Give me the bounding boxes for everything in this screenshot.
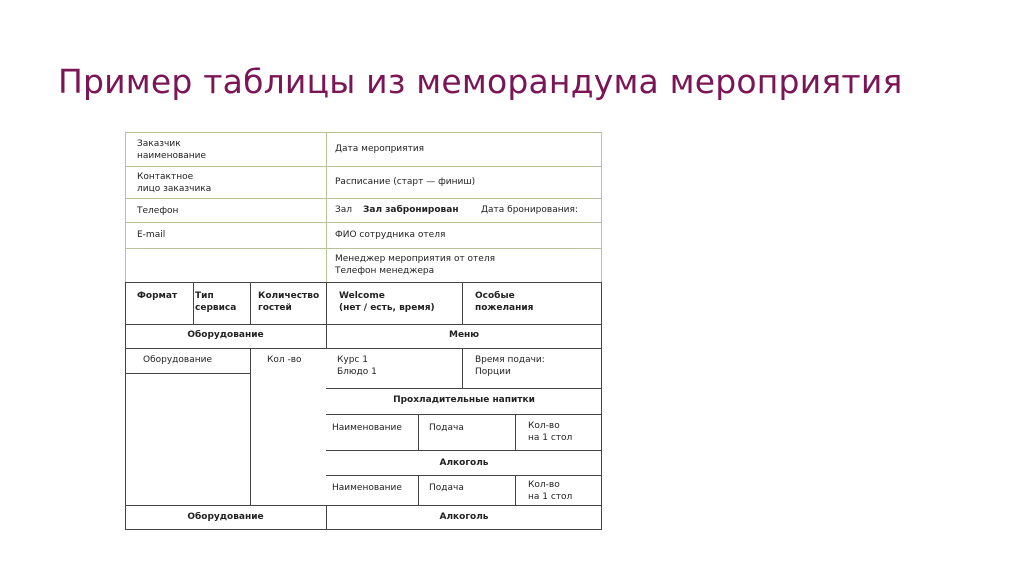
- row-divider: [125, 348, 602, 349]
- event-date-label: Дата мероприятия: [335, 144, 425, 154]
- slide-title: Пример таблицы из меморандума мероприятия: [58, 62, 903, 101]
- soft-drinks-title: Прохладительные напитки: [393, 395, 535, 405]
- column-divider: [462, 282, 463, 324]
- alcohol-serving-label: Подача: [429, 483, 464, 493]
- column-divider: [326, 132, 327, 282]
- equipment-title: Оборудование: [187, 330, 264, 340]
- table-border-top: [125, 132, 602, 133]
- column-divider: [515, 475, 516, 505]
- column-divider: [326, 282, 327, 324]
- alcohol-name-label: Наименование: [332, 483, 402, 493]
- table-border-left: [125, 132, 126, 282]
- schedule-label: Расписание (старт — финиш): [335, 177, 476, 187]
- column-divider: [418, 414, 419, 450]
- row-divider: [326, 450, 602, 451]
- table-border-left: [125, 282, 126, 530]
- soft-drinks-serving-label: Подача: [429, 423, 464, 433]
- table-border-right: [601, 132, 602, 282]
- welcome-header: Welcome (нет / есть, время): [339, 291, 435, 313]
- row-divider: [125, 373, 250, 374]
- column-divider: [250, 282, 251, 324]
- footer-equipment-title: Оборудование: [187, 512, 264, 522]
- row-divider: [125, 222, 602, 223]
- table-border-right: [601, 282, 602, 530]
- row-divider: [125, 248, 602, 249]
- special-wishes-header: Особые пожелания: [475, 291, 534, 313]
- column-divider: [193, 282, 194, 324]
- customer-label: Заказчик наименование: [137, 139, 207, 161]
- table-border-bottom: [125, 529, 602, 530]
- serve-time-label: Время подачи: Порции: [475, 355, 545, 377]
- soft-drinks-qty-label: Кол-во на 1 стол: [528, 421, 573, 443]
- soft-drinks-name-label: Наименование: [332, 423, 402, 433]
- alcohol-title: Алкоголь: [439, 458, 489, 468]
- guests-header: Количество гостей: [258, 291, 320, 313]
- row-divider: [326, 388, 602, 389]
- service-type-header: Тип сервиса: [195, 291, 237, 313]
- column-divider: [418, 475, 419, 505]
- column-divider: [250, 348, 251, 506]
- footer-alcohol-title: Алкоголь: [439, 512, 489, 522]
- equipment-qty-label: Кол -во: [267, 355, 302, 365]
- row-divider: [326, 475, 602, 476]
- equipment-item-label: Оборудование: [143, 355, 212, 365]
- course-label: Курс 1 Блюдо 1: [337, 355, 377, 377]
- event-memo-table: [125, 132, 602, 530]
- event-manager-label: Менеджер мероприятия от отеля Телефон менеджера: [335, 254, 496, 276]
- format-header: Формат: [137, 291, 178, 301]
- row-divider: [125, 166, 602, 167]
- column-divider: [462, 348, 463, 388]
- row-divider: [125, 198, 602, 199]
- alcohol-qty-label: Кол-во на 1 стол: [528, 480, 573, 502]
- hall-label: Зал: [335, 205, 353, 215]
- menu-title: Меню: [448, 330, 480, 340]
- column-divider: [515, 414, 516, 450]
- contact-person-label: Контактное лицо заказчика: [137, 172, 212, 194]
- row-divider: [125, 324, 602, 325]
- row-divider: [125, 282, 602, 283]
- booking-date-label: Дата бронирования:: [481, 205, 578, 215]
- email-label: E-mail: [137, 230, 166, 240]
- hall-booked-label: Зал забронирован: [363, 205, 459, 215]
- phone-label: Телефон: [137, 206, 179, 216]
- row-divider: [326, 414, 602, 415]
- row-divider: [125, 505, 602, 506]
- hotel-staff-label: ФИО сотрудника отеля: [335, 230, 446, 240]
